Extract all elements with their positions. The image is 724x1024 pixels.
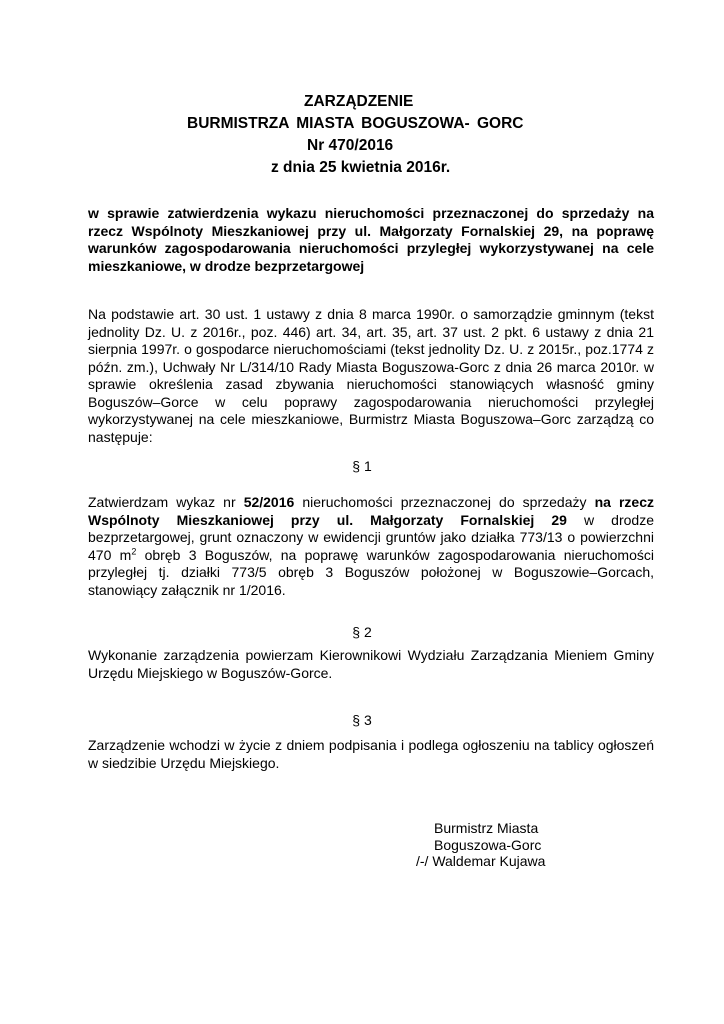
section-1-text-c: w drodze bezprzetargowej, grunt oznaczony w ewidencji gruntów jako działka 773/13 o powierzchni 470 m (88, 511, 654, 563)
signature-title: Burmistrz Miasta (434, 820, 539, 836)
section-1-text-b: nieruchomości przeznaczonej do sprzedaży (294, 494, 595, 510)
signature-town: Boguszowa-Gorc (434, 837, 542, 853)
section-3-mark: § 3 (352, 712, 372, 728)
section-1-text-d: obręb 3 Boguszów, na poprawę warunków zagospodarowania nieruchomości przyległej tj. działki 773/5 obręb 3 Boguszów położonej w Boguszowie–Gorcach, stanowiący załącznik nr 1/2016. (88, 546, 654, 598)
area-unit-exponent: 2 (131, 545, 137, 556)
header-date: z dnia 25 kwietnia 2016r. (271, 159, 451, 176)
section-2-mark: § 2 (352, 624, 372, 640)
section-1-text-a: Zatwierdzam wykaz nr (88, 494, 244, 510)
signature-name: /-/ Waldemar Kujawa (416, 853, 546, 869)
header-issuer: BURMISTRZA MIASTA BOGUSZOWA- GORC (187, 115, 524, 132)
section-2-text: Wykonanie zarządzenia powierzam Kierownikowi Wydziału Zarządzania Mieniem Gminy Urzędu Miejskiego w Boguszów-Gorce. (88, 647, 654, 681)
header-title: ZARZĄDZENIE (304, 93, 414, 110)
section-1-mark: § 1 (352, 458, 372, 474)
section-3-text: Zarządzenie wchodzi w życie z dniem podpisania i podlega ogłoszeniu na tablicy ogłoszeń w siedzibie Urzędu Miejskiego. (88, 737, 654, 771)
list-number: 52/2016 (243, 494, 295, 510)
section-1-text (88, 494, 654, 599)
legal-basis-paragraph: Na podstawie art. 30 ust. 1 ustawy z dnia 8 marca 1990r. o samorządzie gminnym (tekst jednolity Dz. U. z 2016r., poz. 446) art. 34, art. 35, art. 37 ust. 2 pkt. 6 ustawy z dnia 21 sierpnia 1997r. o gospodarce nieruchomościami (tekst jednolity Dz. U. z 2015r., poz.1774 z późn. zm.), Uchwały Nr L/314/10 Rady Miasta Boguszowa-Gorc z dnia 26 marca 2010r. w sprawie określenia zasad zbywania nieruchomości stanowiących własność gminy Boguszów–Gorce w celu poprawy zagospodarowania nieruchomości przyległej wykorzystywanej na cele mieszkaniowe, Burmistrz Miasta Boguszowa–Gorc zarządzą co następuje: (88, 306, 654, 445)
buyer-name: na rzecz Wspólnoty Mieszkaniowej przy ul. Małgorzaty Fornalskiej 29 (88, 494, 654, 528)
subject-paragraph: w sprawie zatwierdzenia wykazu nieruchomości przeznaczonej do sprzedaży na rzecz Wspólnoty Mieszkaniowej przy ul. Małgorzaty Fornalskiej 29, na poprawę warunków zagospodarowania nieruchomości przyległej wykorzystywanej na cele mieszkaniowe, w drodze bezprzetargowej (88, 205, 654, 274)
header-number: Nr 470/2016 (307, 137, 394, 154)
